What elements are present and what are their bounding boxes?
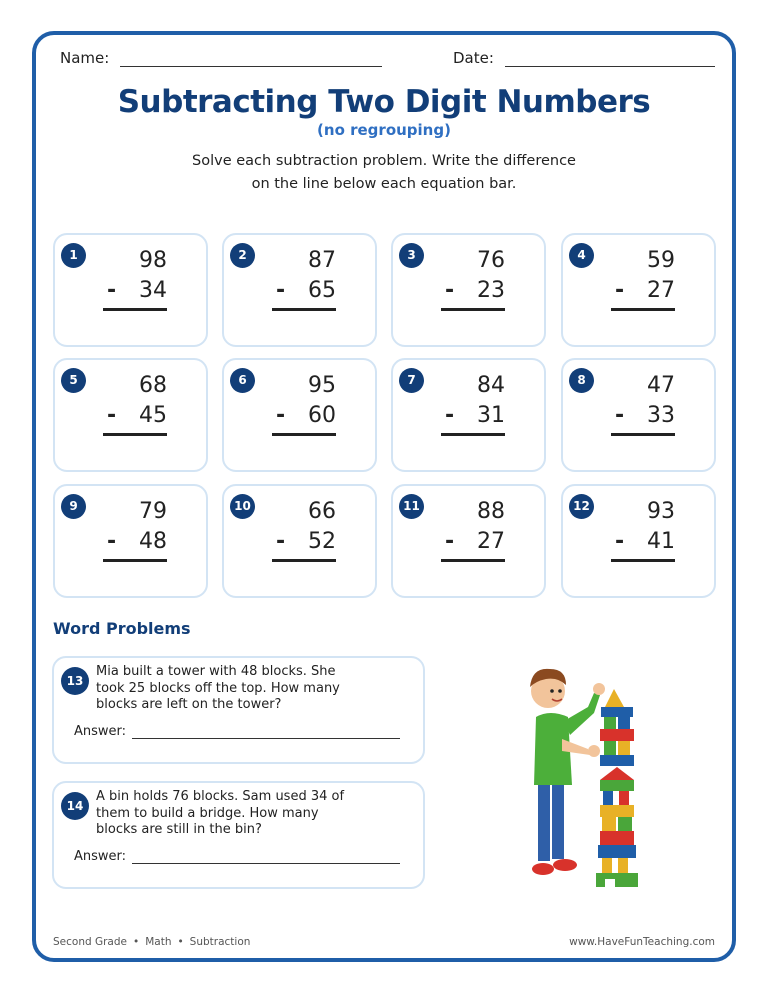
subtrahend: 52 — [308, 529, 336, 554]
word-problem-line: them to build a bridge. How many — [96, 805, 319, 821]
subtraction-equation — [611, 371, 675, 436]
name-field[interactable] — [60, 49, 382, 67]
minuend: 93 — [647, 499, 675, 524]
subtraction-equation — [272, 371, 336, 436]
minuend: 68 — [139, 373, 167, 398]
subtrahend-row — [611, 401, 675, 431]
minus-sign: - — [445, 529, 455, 554]
problem-number-badge: 2 — [230, 243, 255, 268]
problem-card — [391, 233, 546, 347]
word-problem-text — [96, 664, 386, 714]
minus-sign: - — [276, 403, 286, 428]
subtraction-equation — [103, 497, 167, 562]
subtraction-equation — [272, 497, 336, 562]
minus-sign: - — [107, 278, 117, 303]
page-subtitle: (no regrouping) — [317, 121, 451, 139]
date-field[interactable] — [453, 49, 715, 67]
minus-sign: - — [615, 529, 625, 554]
problem-number-badge: 11 — [399, 494, 424, 519]
problem-card — [53, 233, 208, 347]
subtrahend: 27 — [477, 529, 505, 554]
word-problem-line: took 25 blocks off the top. How many — [96, 680, 340, 696]
problem-number-badge: 14 — [61, 792, 89, 820]
minus-sign: - — [615, 403, 625, 428]
instructions-line-1: Solve each subtraction problem. Write the difference — [192, 153, 576, 169]
subtrahend: 45 — [139, 403, 167, 428]
word-problem-card — [52, 656, 425, 764]
equation-bar — [441, 559, 505, 562]
subtrahend: 48 — [139, 529, 167, 554]
instructions-line-2: on the line below each equation bar. — [251, 176, 517, 192]
equation-bar — [611, 559, 675, 562]
equation-bar — [441, 433, 505, 436]
subtrahend-row — [103, 276, 167, 306]
minus-sign: - — [107, 403, 117, 428]
subtrahend-row — [441, 401, 505, 431]
footer-site[interactable]: www.HaveFunTeaching.com — [569, 936, 715, 948]
minuend: 66 — [308, 499, 336, 524]
problem-card — [561, 233, 716, 347]
problem-number-badge: 5 — [61, 368, 86, 393]
word-problem-line: blocks are still in the bin? — [96, 822, 262, 837]
subtraction-equation — [441, 246, 505, 311]
problem-number-badge: 3 — [399, 243, 424, 268]
problem-card — [391, 484, 546, 598]
subtraction-equation — [103, 246, 167, 311]
subtrahend-row — [103, 401, 167, 431]
subtrahend: 65 — [308, 278, 336, 303]
subtraction-equation — [611, 246, 675, 311]
equation-bar — [272, 559, 336, 562]
subtrahend-row — [272, 527, 336, 557]
minus-sign: - — [445, 278, 455, 303]
problem-card — [53, 484, 208, 598]
subtraction-equation — [441, 497, 505, 562]
answer-label: Answer: — [74, 724, 127, 739]
minuend: 76 — [477, 248, 505, 273]
word-problem-text — [96, 789, 386, 839]
equation-bar — [103, 433, 167, 436]
problem-card — [53, 358, 208, 472]
problem-number-badge: 13 — [61, 667, 89, 695]
subtrahend-row — [103, 527, 167, 557]
problem-card — [222, 233, 377, 347]
subtrahend-row — [441, 527, 505, 557]
footer-topic: Subtraction — [189, 936, 251, 948]
word-problem-line: Mia built a tower with 48 blocks. She — [96, 664, 336, 679]
equation-bar — [611, 308, 675, 311]
subtraction-equation — [272, 246, 336, 311]
boy-building-tower-illustration — [510, 655, 650, 890]
name-line[interactable] — [120, 51, 382, 67]
problem-number-badge: 8 — [569, 368, 594, 393]
minuend: 98 — [139, 248, 167, 273]
problem-card — [222, 484, 377, 598]
bullet-icon: • — [133, 936, 140, 948]
subtrahend: 31 — [477, 403, 505, 428]
problem-number-badge: 4 — [569, 243, 594, 268]
answer-field[interactable] — [74, 849, 400, 864]
minuend: 95 — [308, 373, 336, 398]
footer-grade: Second Grade — [53, 936, 127, 948]
page-title: Subtracting Two Digit Numbers — [117, 84, 651, 120]
minus-sign: - — [445, 403, 455, 428]
minuend: 59 — [647, 248, 675, 273]
problem-number-badge: 9 — [61, 494, 86, 519]
date-line[interactable] — [505, 51, 715, 67]
problem-number-badge: 7 — [399, 368, 424, 393]
subtrahend: 23 — [477, 278, 505, 303]
name-label: Name: — [60, 49, 110, 67]
answer-field[interactable] — [74, 724, 400, 739]
minuend: 87 — [308, 248, 336, 273]
subtrahend: 27 — [647, 278, 675, 303]
subtrahend: 34 — [139, 278, 167, 303]
minuend: 84 — [477, 373, 505, 398]
equation-bar — [441, 308, 505, 311]
footer-subject: Math — [145, 936, 172, 948]
word-problem-card — [52, 781, 425, 889]
minus-sign: - — [107, 529, 117, 554]
subtrahend-row — [272, 276, 336, 306]
equation-bar — [272, 433, 336, 436]
subtrahend: 60 — [308, 403, 336, 428]
answer-line[interactable] — [132, 851, 400, 864]
subtrahend-row — [272, 401, 336, 431]
minus-sign: - — [276, 529, 286, 554]
problem-card — [561, 484, 716, 598]
minuend: 88 — [477, 499, 505, 524]
equation-bar — [103, 308, 167, 311]
subtraction-equation — [441, 371, 505, 436]
subtrahend-row — [611, 276, 675, 306]
word-problem-line: blocks are left on the tower? — [96, 697, 282, 712]
instructions — [0, 150, 768, 196]
problem-number-badge: 1 — [61, 243, 86, 268]
problem-number-badge: 10 — [230, 494, 255, 519]
subtrahend-row — [611, 527, 675, 557]
answer-label: Answer: — [74, 849, 127, 864]
minus-sign: - — [615, 278, 625, 303]
equation-bar — [103, 559, 167, 562]
equation-bar — [272, 308, 336, 311]
boy-figure — [530, 669, 605, 875]
subtrahend: 33 — [647, 403, 675, 428]
bullet-icon: • — [177, 936, 184, 948]
date-label: Date: — [453, 49, 494, 67]
subtraction-equation — [103, 371, 167, 436]
word-problem-line: A bin holds 76 blocks. Sam used 34 of — [96, 789, 345, 804]
subtrahend: 41 — [647, 529, 675, 554]
footer-tags — [53, 936, 250, 948]
problem-card — [561, 358, 716, 472]
problem-card — [391, 358, 546, 472]
minuend: 47 — [647, 373, 675, 398]
subtrahend-row — [441, 276, 505, 306]
answer-line[interactable] — [132, 726, 400, 739]
equation-bar — [611, 433, 675, 436]
problem-number-badge: 6 — [230, 368, 255, 393]
subtraction-equation — [611, 497, 675, 562]
block-tower — [596, 689, 638, 887]
minus-sign: - — [276, 278, 286, 303]
minuend: 79 — [139, 499, 167, 524]
problem-number-badge: 12 — [569, 494, 594, 519]
problem-card — [222, 358, 377, 472]
word-problems-heading: Word Problems — [53, 619, 191, 638]
